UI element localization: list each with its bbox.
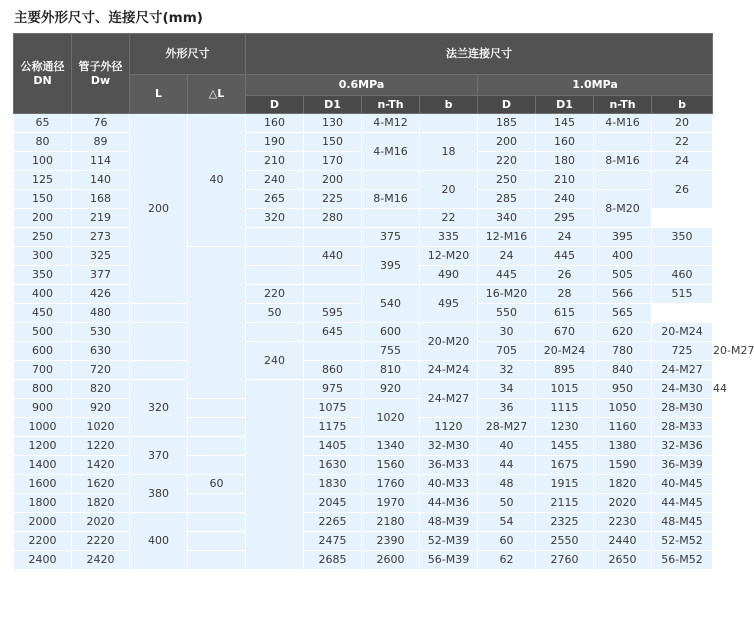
cell-dw: 480 [72, 304, 130, 323]
cell-b-10: 52-M52 [652, 532, 713, 551]
table-row [14, 247, 713, 266]
cell-dw: 114 [72, 152, 130, 171]
cell-D-10: 44 [478, 456, 536, 475]
cell-D1-06: 170 [304, 152, 362, 171]
cell-dn: 500 [14, 323, 72, 342]
header-pressure-0-6: 0.6MPa [246, 75, 478, 96]
cell-D-10: 24 [478, 247, 536, 266]
cell-nth-06: 395 [362, 247, 420, 285]
cell-b-06: 56-M39 [420, 551, 478, 570]
header-pressure-1-0: 1.0MPa [478, 75, 713, 96]
cell-D1-06: 1075 [304, 399, 362, 418]
cell-nth-06: 540 [362, 285, 420, 323]
cell-b-10: 48-M45 [652, 513, 713, 532]
cell-dn: 300 [14, 247, 72, 266]
cell-b-06: 22 [420, 209, 478, 228]
cell-b-10: 44-M45 [652, 494, 713, 513]
cell-dw: 1820 [72, 494, 130, 513]
cell-dn: 1400 [14, 456, 72, 475]
cell-b-06: 18 [420, 133, 478, 171]
cell-dw: 325 [72, 247, 130, 266]
cell-D-10: 36 [478, 399, 536, 418]
cell-D-10: 20-M24 [536, 342, 594, 361]
table-row [14, 133, 713, 152]
cell-b-10: 350 [652, 228, 713, 247]
cell-L: 320 [130, 380, 188, 437]
cell-D-10: 60 [478, 532, 536, 551]
cell-nth-10: 8-M16 [594, 152, 652, 171]
cell-dw: 2220 [72, 532, 130, 551]
cell-D-10: 220 [478, 152, 536, 171]
cell-dw: 140 [72, 171, 130, 190]
header-dn-cn: 公称通径 [20, 59, 65, 73]
cell-D1-06: 1405 [304, 437, 362, 456]
header-flange-dimensions: 法兰连接尺寸 [246, 34, 713, 75]
cell-nth-10: 1380 [594, 437, 652, 456]
cell-nth-06: 8-M16 [362, 190, 420, 209]
header-06-b: b [420, 96, 478, 114]
cell-nth-10: 1820 [594, 475, 652, 494]
cell-b-06: 24-M24 [420, 361, 478, 380]
cell-D-06 [246, 323, 304, 342]
cell-nth-06: 1120 [420, 418, 478, 437]
cell-D-10: 1015 [536, 380, 594, 399]
cell-D1-10: 2760 [536, 551, 594, 570]
cell-b-10 [652, 247, 713, 266]
cell-D-06 [130, 361, 188, 380]
cell-dn: 1200 [14, 437, 72, 456]
header-dw [72, 34, 130, 114]
cell-dw: 2020 [72, 513, 130, 532]
cell-nth-10: 615 [536, 304, 594, 323]
cell-dn: 2000 [14, 513, 72, 532]
cell-dn: 1000 [14, 418, 72, 437]
cell-nth-10: 8-M20 [594, 190, 652, 228]
cell-b-10: 32-M36 [652, 437, 713, 456]
cell-dn: 800 [14, 380, 72, 399]
cell-b-06: 495 [420, 285, 478, 323]
cell-dn: 125 [14, 171, 72, 190]
cell-D-06 [188, 418, 246, 437]
table-row [14, 494, 713, 513]
spec-table [13, 33, 754, 570]
header-10-D: D [478, 96, 536, 114]
cell-nth-06: 2390 [362, 532, 420, 551]
cell-D-10: 250 [478, 171, 536, 190]
cell-D1-06: 50 [246, 304, 304, 323]
cell-dw: 920 [72, 399, 130, 418]
cell-dw: 377 [72, 266, 130, 285]
cell-dw: 820 [72, 380, 130, 399]
cell-b-06: 12-M20 [420, 247, 478, 266]
header-dw-cn: 管子外径 [78, 59, 123, 73]
cell-D1-06 [304, 285, 362, 304]
cell-nth-06: 705 [478, 342, 536, 361]
cell-D-06 [246, 247, 304, 266]
table-row [14, 532, 713, 551]
cell-D1-10: 1230 [536, 418, 594, 437]
cell-dn: 80 [14, 133, 72, 152]
cell-D1-10: 210 [536, 171, 594, 190]
cell-D1-06: 200 [304, 171, 362, 190]
cell-b-10: 56-M52 [652, 551, 713, 570]
cell-D1-10: 2115 [536, 494, 594, 513]
cell-D1-10: 1455 [536, 437, 594, 456]
cell-b-10: 20 [652, 114, 713, 133]
cell-D-06 [188, 551, 246, 570]
cell-b-06: 20 [420, 171, 478, 209]
cell-D1-10: 950 [594, 380, 652, 399]
cell-dn: 900 [14, 399, 72, 418]
cell-dw: 219 [72, 209, 130, 228]
table-row [14, 437, 713, 456]
cell-D-10: 16-M20 [478, 285, 536, 304]
cell-D1-06: 150 [304, 133, 362, 152]
cell-b-06: 335 [420, 228, 478, 247]
header-10-b: b [652, 96, 713, 114]
header-L: L [130, 75, 188, 114]
cell-b-06: 52-M39 [420, 532, 478, 551]
cell-D1-10: 670 [536, 323, 594, 342]
cell-nth-10: 2440 [594, 532, 652, 551]
cell-nth-06: 4-M16 [362, 133, 420, 171]
cell-nth-10: 840 [594, 361, 652, 380]
cell-D1-10: 295 [536, 209, 594, 228]
cell-D1-06 [304, 266, 362, 285]
cell-D-06 [188, 532, 246, 551]
cell-D1-10: 550 [478, 304, 536, 323]
cell-dn: 100 [14, 152, 72, 171]
cell-dL: 40 [188, 114, 246, 247]
table-row [14, 323, 713, 342]
cell-D-10: 62 [478, 551, 536, 570]
cell-b-10: 515 [652, 285, 713, 304]
cell-b-10: 20-M24 [652, 323, 713, 342]
cell-D-10: 285 [478, 190, 536, 209]
cell-D1-06: 2045 [304, 494, 362, 513]
cell-nth-06: 2600 [362, 551, 420, 570]
cell-D-10: 445 [478, 266, 536, 285]
cell-nth-06: 375 [362, 228, 420, 247]
cell-nth-06: 4-M12 [362, 114, 420, 133]
cell-dn: 2200 [14, 532, 72, 551]
cell-D1-10: 1915 [536, 475, 594, 494]
cell-b-06: 20-M20 [420, 323, 478, 361]
cell-nth-06: 2180 [362, 513, 420, 532]
cell-dw: 273 [72, 228, 130, 247]
cell-D1-06: 755 [362, 342, 420, 361]
cell-L: 370 [130, 437, 188, 475]
cell-b-10: 26 [652, 171, 713, 209]
cell-D1-10: 1675 [536, 456, 594, 475]
table-row [14, 475, 713, 494]
cell-b-06 [420, 114, 478, 133]
cell-D1-06: 645 [304, 323, 362, 342]
cell-nth-06: 1560 [362, 456, 420, 475]
cell-b-06: 1020 [362, 399, 420, 437]
page-title: 主要外形尺寸、连接尺寸(mm) [14, 10, 203, 26]
cell-nth-06: 1340 [362, 437, 420, 456]
header-outer-dimensions: 外形尺寸 [130, 34, 246, 75]
cell-L: 240 [246, 342, 304, 380]
cell-dw: 76 [72, 114, 130, 133]
cell-b-10: 22 [652, 133, 713, 152]
cell-D-06 [188, 437, 246, 456]
cell-D1-10: 1115 [536, 399, 594, 418]
cell-nth-06: 24-M27 [420, 380, 478, 418]
cell-D1-06: 860 [304, 361, 362, 380]
table-row [14, 190, 713, 209]
cell-D1-10: 895 [536, 361, 594, 380]
header-dn-en: DN [33, 73, 52, 87]
table-row: 600 630 240 755 705 20-M24 780 725 20-M27 [14, 342, 713, 361]
cell-b-06: 44-M36 [420, 494, 478, 513]
table-row [14, 285, 713, 304]
cell-D-10: 595 [304, 304, 362, 323]
cell-D-10: 32 [478, 361, 536, 380]
cell-D1-06: 1175 [304, 418, 362, 437]
cell-b-10: 28-M33 [652, 418, 713, 437]
cell-b-06: 34 [478, 380, 536, 399]
cell-nth-10: 1050 [594, 399, 652, 418]
cell-dn: 350 [14, 266, 72, 285]
cell-b-10: 24-M27 [652, 361, 713, 380]
cell-D-10: 200 [478, 133, 536, 152]
cell-nth-06 [362, 171, 420, 190]
table-body [14, 114, 754, 570]
cell-D-06: 210 [246, 152, 304, 171]
cell-D-06 [246, 228, 304, 247]
cell-dL [246, 380, 304, 570]
cell-nth-10 [594, 171, 652, 190]
cell-nth-10: 400 [594, 247, 652, 266]
cell-dn: 450 [14, 304, 72, 323]
table-row [14, 361, 713, 380]
cell-nth-10: 2230 [594, 513, 652, 532]
cell-dn: 700 [14, 361, 72, 380]
cell-nth-06: 1970 [362, 494, 420, 513]
cell-L: 380 [130, 475, 188, 513]
cell-dn: 400 [14, 285, 72, 304]
cell-b-10: 28-M30 [652, 399, 713, 418]
header-10-D1: D1 [536, 96, 594, 114]
cell-dw: 168 [72, 190, 130, 209]
cell-nth-10: 1160 [594, 418, 652, 437]
cell-b-10: 565 [594, 304, 652, 323]
cell-dn: 250 [14, 228, 72, 247]
cell-D1-06: 130 [304, 114, 362, 133]
cell-dn: 150 [14, 190, 72, 209]
cell-D1-10: 2325 [536, 513, 594, 532]
header-dw-en: Dw [90, 73, 111, 87]
cell-nth-10: 2020 [594, 494, 652, 513]
cell-D1-06: 2685 [304, 551, 362, 570]
cell-D1-06: 1630 [304, 456, 362, 475]
cell-nth-10: 2650 [594, 551, 652, 570]
table-row [14, 456, 713, 475]
cell-D-10: 185 [478, 114, 536, 133]
cell-D-06: 320 [246, 209, 304, 228]
cell-dn: 65 [14, 114, 72, 133]
cell-D1-06: 2475 [304, 532, 362, 551]
cell-nth-06: 810 [362, 361, 420, 380]
cell-b-06: 490 [420, 266, 478, 285]
cell-D-06 [188, 494, 246, 513]
cell-D1-06: 920 [362, 380, 420, 399]
cell-D1-06: 1830 [304, 475, 362, 494]
table-row [14, 399, 713, 418]
cell-D-06: 240 [246, 171, 304, 190]
cell-nth-10: 505 [594, 266, 652, 285]
cell-dn: 200 [14, 209, 72, 228]
cell-dn: 1800 [14, 494, 72, 513]
cell-dw: 1420 [72, 456, 130, 475]
cell-D1-10: 780 [594, 342, 652, 361]
cell-nth-10: 620 [594, 323, 652, 342]
header-dn [14, 34, 72, 114]
cell-nth-06: 1760 [362, 475, 420, 494]
cell-D-10: 40 [478, 437, 536, 456]
cell-nth-10: 1590 [594, 456, 652, 475]
cell-dn: 600 [14, 342, 72, 361]
cell-L: 400 [130, 513, 188, 570]
cell-D-10: 48 [478, 475, 536, 494]
cell-D-06 [188, 456, 246, 475]
cell-L: 200 [130, 114, 188, 304]
cell-b-10: 36-M39 [652, 456, 713, 475]
table-row [14, 551, 713, 570]
cell-D-06: 975 [304, 380, 362, 399]
cell-b-10: 24 [652, 152, 713, 171]
header-10-nth: n-Th [594, 96, 652, 114]
cell-D1-10: 26 [536, 266, 594, 285]
cell-D1-06: 2265 [304, 513, 362, 532]
cell-D1-06: 440 [304, 247, 362, 266]
cell-D1-06 [304, 228, 362, 247]
cell-b-06: 36-M33 [420, 456, 478, 475]
cell-D1-10: 240 [536, 190, 594, 209]
cell-D-06: 190 [246, 133, 304, 152]
cell-D-06: 220 [246, 285, 304, 304]
cell-L [130, 323, 188, 361]
cell-D-10: 50 [478, 494, 536, 513]
cell-D-06 [304, 342, 362, 361]
cell-dw: 2420 [72, 551, 130, 570]
cell-dn: 1600 [14, 475, 72, 494]
cell-b-10: 460 [652, 266, 713, 285]
cell-D1-10: 24 [536, 228, 594, 247]
header-06-D1: D1 [304, 96, 362, 114]
cell-b-06: 40-M33 [420, 475, 478, 494]
cell-D-06: 265 [246, 190, 304, 209]
table-row [14, 513, 713, 532]
header-06-nth: n-Th [362, 96, 420, 114]
cell-D1-10: 145 [536, 114, 594, 133]
cell-D1-10: 28 [536, 285, 594, 304]
cell-nth-10 [594, 133, 652, 152]
cell-dL [188, 247, 246, 399]
cell-D-10: 54 [478, 513, 536, 532]
cell-D1-06: 225 [304, 190, 362, 209]
cell-D1-10: 2550 [536, 532, 594, 551]
table-row [14, 171, 713, 190]
cell-nth-10: 566 [594, 285, 652, 304]
header-06-D: D [246, 96, 304, 114]
cell-dw: 89 [72, 133, 130, 152]
cell-D1-10: 445 [536, 247, 594, 266]
cell-dw: 630 [72, 342, 130, 361]
table-row [14, 114, 713, 133]
cell-nth-10: 395 [594, 228, 652, 247]
table-row [14, 228, 713, 247]
cell-D-10: 28-M27 [478, 418, 536, 437]
cell-b-10: 40-M45 [652, 475, 713, 494]
table-row: 800 820 320 975 920 24-M27 34 1015 950 24-M30 44 [14, 380, 713, 399]
cell-D1-10: 180 [536, 152, 594, 171]
cell-dw: 1020 [72, 418, 130, 437]
cell-D-10: 30 [478, 323, 536, 342]
cell-dw: 720 [72, 361, 130, 380]
cell-dw: 530 [72, 323, 130, 342]
cell-D1-06: 280 [304, 209, 362, 228]
cell-D-10: 12-M16 [478, 228, 536, 247]
cell-D-06 [188, 513, 246, 532]
cell-D1-10: 160 [536, 133, 594, 152]
cell-D-06: 160 [246, 114, 304, 133]
cell-nth-10: 4-M16 [594, 114, 652, 133]
cell-dw: 1620 [72, 475, 130, 494]
cell-b-06: 48-M39 [420, 513, 478, 532]
cell-D-06 [130, 304, 188, 323]
cell-D-06 [188, 399, 246, 418]
cell-D-06 [246, 266, 304, 285]
cell-dn: 2400 [14, 551, 72, 570]
cell-D-06: 60 [188, 475, 246, 494]
cell-nth-06: 600 [362, 323, 420, 342]
cell-dw: 1220 [72, 437, 130, 456]
cell-D-10: 340 [478, 209, 536, 228]
cell-nth-10: 24-M30 [652, 380, 713, 399]
cell-b-06: 32-M30 [420, 437, 478, 456]
cell-nth-06 [362, 209, 420, 228]
cell-dw: 426 [72, 285, 130, 304]
header-delta-L: △L [188, 75, 246, 114]
cell-nth-10: 725 [652, 342, 713, 361]
